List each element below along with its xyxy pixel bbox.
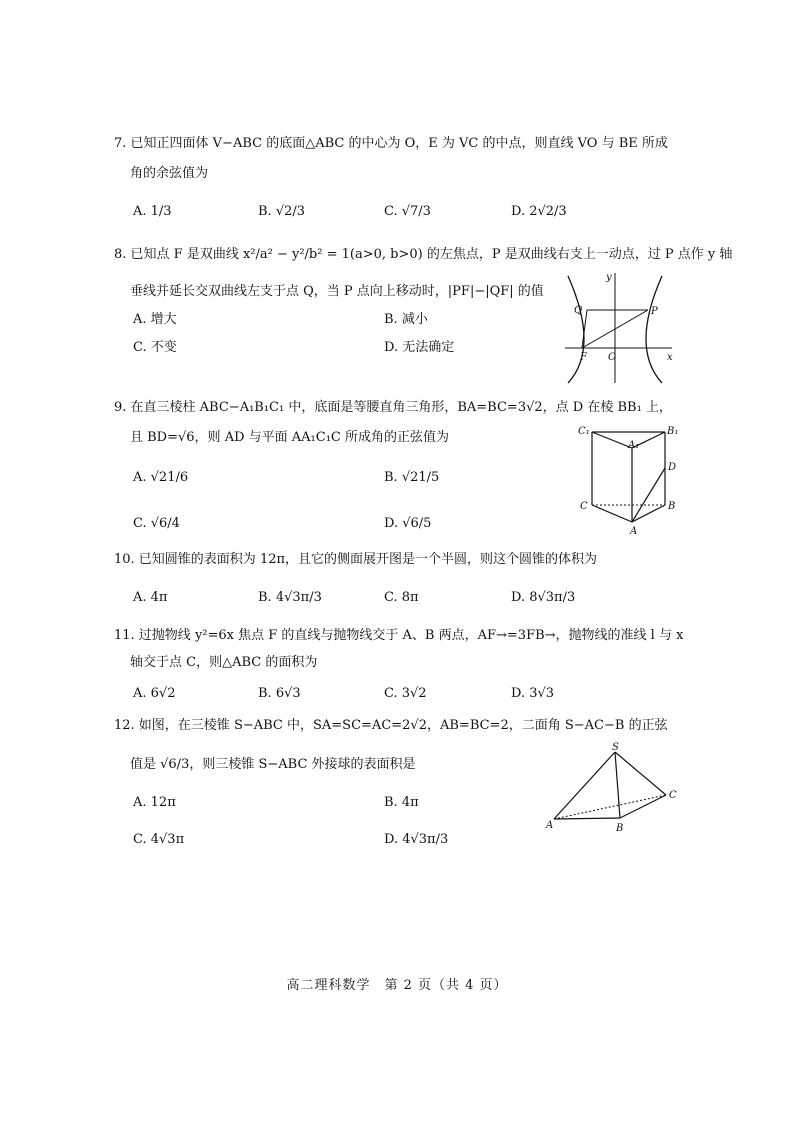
q9-text-line2: 且 BD=√6，则 AD 与平面 AA₁C₁C 所成角的正弦值为 (130, 430, 449, 445)
label-o: O (608, 352, 617, 363)
label-c: C (580, 501, 588, 512)
q10-option-c: C. 8π (384, 590, 419, 605)
q7-option-d: D. 2√2/3 (511, 204, 567, 219)
edge-sa (554, 752, 615, 819)
edge-sc (615, 752, 666, 795)
q12-pyramid-figure (540, 742, 685, 834)
hyperbola-right-branch (646, 276, 662, 383)
label-p: P (651, 306, 658, 317)
q10-text-line1: 10. 已知圆锥的表面积为 12π，且它的侧面展开图是一个半圆，则这个圆锥的体积为 (114, 552, 598, 567)
q11-option-c: C. 3√2 (384, 686, 427, 701)
label-x: x (667, 352, 673, 363)
q8-option-a: A. 增大 (133, 312, 177, 327)
hyperbola-left-branch (568, 276, 584, 383)
q11-option-d: D. 3√3 (511, 686, 555, 701)
label-s: S (612, 742, 619, 753)
label-a: A (546, 820, 554, 831)
q10-option-a: A. 4π (133, 590, 168, 605)
q10-option-d: D. 8√3π/3 (511, 590, 576, 605)
label-b: B (616, 823, 624, 834)
label-b: B (668, 501, 676, 512)
label-a1: A₁ (628, 440, 640, 451)
edge-sb (615, 752, 620, 818)
q12-option-c: C. 4√3π (133, 832, 185, 847)
label-f: F (580, 352, 587, 363)
edge-ac-hidden (554, 795, 666, 819)
q11-text-line1: 11. 过抛物线 y²=6x 焦点 F 的直线与抛物线交于 A、B 两点，AF→=3FB→，抛物线的准线 l 与 x (114, 628, 684, 643)
q8-text-line1: 8. 已知点 F 是双曲线 x²/a² − y²/b² = 1(a>0, b>0) 的左焦点，P 是双曲线右支上一动点，过 P 点作 y 轴 (114, 247, 733, 262)
label-q: Q (574, 305, 583, 316)
q11-option-a: A. 6√2 (133, 686, 176, 701)
q8-option-b: B. 减小 (384, 312, 428, 327)
edge-ab (554, 818, 620, 819)
q9-option-a: A. √21/6 (133, 470, 189, 485)
q9-option-b: B. √21/5 (384, 470, 440, 485)
q9-option-c: C. √6/4 (133, 516, 180, 531)
q7-option-c: C. √7/3 (384, 204, 431, 219)
q7-option-b: B. √2/3 (258, 204, 306, 219)
q12-text-line1: 12. 如图，在三棱锥 S−ABC 中，SA=SC=AC=2√2，AB=BC=2，二面角 S−AC−B 的正弦 (114, 718, 668, 733)
label-c: C (669, 790, 677, 801)
q9-text-line1: 9. 在直三棱柱 ABC−A₁B₁C₁ 中，底面是等腰直角三角形，BA=BC=3√2，点 D 在棱 BB₁ 上， (114, 400, 672, 415)
q8-text-line2: 垂线并延长交双曲线左支于点 Q，当 P 点向上移动时，|PF|−|QF| 的值 (130, 284, 544, 299)
edge-ca (592, 505, 632, 522)
q12-option-d: D. 4√3π/3 (384, 832, 449, 847)
q7-text-line1: 7. 已知正四面体 V−ABC 的底面△ABC 的中心为 O，E 为 VC 的中点，则直线 VO 与 BE 所成 (114, 136, 668, 151)
q9-prism-figure (570, 420, 685, 540)
label-a: A (630, 526, 638, 537)
q9-option-d: D. √6/5 (384, 516, 432, 531)
q11-option-b: B. 6√3 (258, 686, 301, 701)
q7-text-line2: 角的余弦值为 (130, 166, 209, 181)
q12-option-a: A. 12π (133, 795, 176, 810)
page-footer: 高二理科数学 第 2 页（共 4 页） (286, 978, 508, 993)
edge-bc (620, 795, 666, 818)
q12-text-line2: 值是 √6/3，则三棱锥 S−ABC 外接球的表面积是 (130, 757, 416, 772)
q11-text-line2: 轴交于点 C，则△ABC 的面积为 (130, 655, 318, 670)
q12-option-b: B. 4π (384, 795, 419, 810)
q7-option-a: A. 1/3 (133, 204, 172, 219)
label-b1: B₁ (667, 426, 679, 437)
label-y: y (606, 272, 612, 283)
q8-option-c: C. 不变 (133, 340, 177, 355)
q8-option-d: D. 无法确定 (384, 340, 455, 355)
q10-option-b: B. 4√3π/3 (258, 590, 322, 605)
q8-hyperbola-figure (560, 268, 680, 388)
label-c1: C₁ (578, 426, 590, 437)
label-d: D (668, 462, 677, 473)
